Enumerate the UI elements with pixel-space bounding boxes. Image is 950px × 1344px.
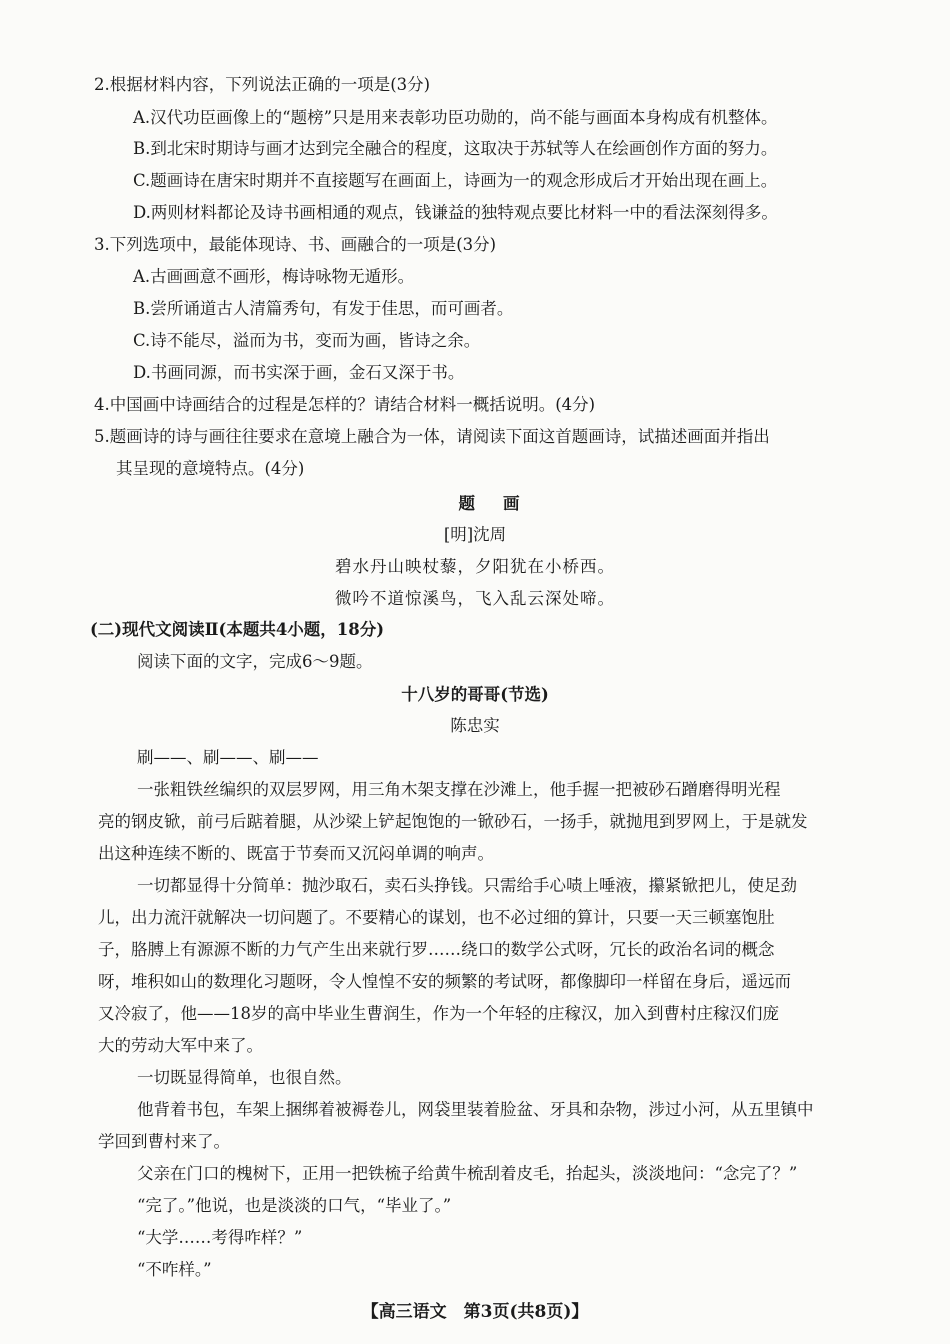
question-3-stem: 3.下列选项中，最能体现诗、书、画融合的一项是(3分) — [94, 235, 497, 254]
question-2-option-a: A.汉代功臣画像上的“题榜”只是用来表彰功臣功勋的，尚不能与画面本身构成有机整体。 — [133, 108, 778, 127]
page-footer: 【高三语文 第3页(共8页)】 — [361, 1302, 589, 1322]
question-4-stem: 4.中国画中诗画结合的过程是怎样的？请结合材料一概括说明。(4分) — [94, 395, 596, 414]
story-paragraph-3-line3: 子，胳膊上有源源不断的力气产生出来就行罗……绕口的数学公式呀，冗长的政治名词的概念 — [98, 940, 775, 959]
question-3-option-c: C.诗不能尽，溢而为书，变而为画，皆诗之余。 — [133, 331, 481, 350]
poem-line-2: 微吟不道惊溪鸟，飞入乱云深处啼。 — [335, 589, 615, 608]
story-paragraph-9: “不咋样。” — [137, 1260, 212, 1279]
story-paragraph-1: 刷——、刷——、刷—— — [137, 748, 319, 767]
question-3-option-a: A.古画画意不画形，梅诗咏物无遁形。 — [133, 267, 415, 286]
question-3-option-b: B.尝所诵道古人清篇秀句，有发于佳思，而可画者。 — [133, 299, 514, 318]
story-paragraph-3-line6: 大的劳动大军中来了。 — [98, 1036, 263, 1055]
question-5-stem-line2: 其呈现的意境特点。(4分) — [116, 459, 305, 478]
story-paragraph-4: 一切既显得简单，也很自然。 — [137, 1068, 352, 1087]
story-paragraph-3-line4: 呀，堆积如山的数理化习题呀，令人惶惶不安的频繁的考试呀，都像脚印一样留在身后，遥远而 — [98, 972, 791, 991]
poem-line-1: 碧水丹山映杖藜，夕阳犹在小桥西。 — [335, 557, 615, 576]
poem-title: 题画 — [458, 494, 548, 513]
story-paragraph-3-line2: 儿，出力流汗就解决一切问题了。不要精心的谋划，也不必过细的算计，只要一天三顿塞饱肚 — [98, 908, 775, 927]
story-paragraph-3-line5: 又冷寂了，他——18岁的高中毕业生曹润生，作为一个年轻的庄稼汉，加入到曹村庄稼汉们庞 — [98, 1004, 779, 1023]
story-paragraph-7: “完了。”他说，也是淡淡的口气，“毕业了。” — [137, 1196, 452, 1215]
question-5-stem-line1: 5.题画诗的诗与画往往要求在意境上融合为一体，请阅读下面这首题画诗，试描述画面并指出 — [94, 427, 770, 446]
story-paragraph-2-line2: 亮的钢皮锨，前弓后踮着腿，从沙梁上铲起饱饱的一锨砂石，一扬手，就抛甩到罗网上，于是就发 — [98, 812, 808, 831]
section-2-instruction: 阅读下面的文字，完成6～9题。 — [137, 652, 373, 671]
story-paragraph-2-line3: 出这种连续不断的、既富于节奏而又沉闷单调的响声。 — [98, 844, 494, 863]
question-2-option-c: C.题画诗在唐宋时期并不直接题写在画面上，诗画为一的观念形成后才开始出现在画上。 — [133, 171, 778, 190]
story-paragraph-3-line1: 一切都显得十分简单：抛沙取石，卖石头挣钱。只需给手心啧上唾液，攥紧锨把儿，使足劲 — [137, 876, 797, 895]
section-2-heading: (二)现代文阅读Ⅱ(本题共4小题，18分) — [90, 620, 385, 639]
story-paragraph-5-line1: 他背着书包，车架上捆绑着被褥卷儿，网袋里装着脸盆、牙具和杂物，涉过小河，从五里镇中 — [137, 1100, 814, 1119]
poem-author: [明]沈周 — [443, 525, 507, 544]
question-2-stem: 2.根据材料内容，下列说法正确的一项是(3分) — [94, 75, 431, 94]
story-title: 十八岁的哥哥(节选) — [401, 685, 549, 704]
question-3-option-d: D.书画同源，而书实深于画，金石又深于书。 — [133, 363, 465, 382]
story-paragraph-5-line2: 学回到曹村来了。 — [98, 1132, 230, 1151]
question-2-option-d: D.两则材料都论及诗书画相通的观点，钱谦益的独特观点要比材料一中的看法深刻得多。 — [133, 203, 778, 222]
story-paragraph-8: “大学……考得咋样？” — [137, 1228, 303, 1247]
story-paragraph-2-line1: 一张粗铁丝编织的双层罗网，用三角木架支撑在沙滩上，他手握一把被砂石蹭磨得明光程 — [137, 780, 781, 799]
question-2-option-b: B.到北宋时期诗与画才达到完全融合的程度，这取决于苏轼等人在绘画创作方面的努力。 — [133, 139, 778, 158]
story-author: 陈忠实 — [450, 716, 500, 735]
story-paragraph-6: 父亲在门口的槐树下，正用一把铁梳子给黄牛梳刮着皮毛，抬起头，淡淡地问：“念完了？” — [137, 1164, 798, 1183]
